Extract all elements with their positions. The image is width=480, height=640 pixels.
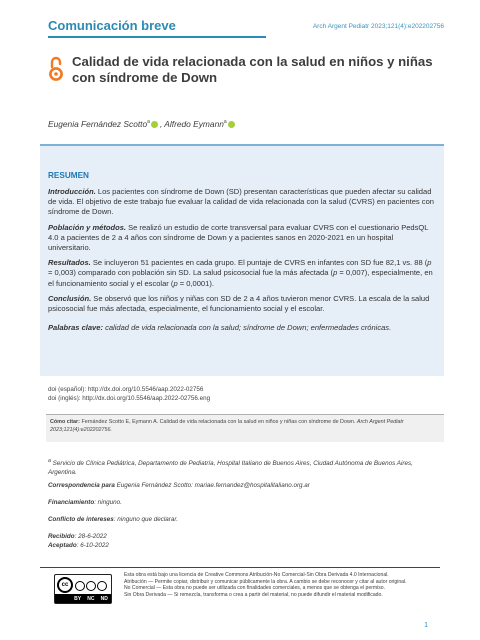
affiliation-text: Servicio de Clínica Pediátrica, Departamento de Pediatría, Hospital Italiano de Buenos Aires, Ciudad Autónoma de Buenos Aires, Argentina.	[48, 460, 413, 476]
abstract-introduction	[48, 187, 437, 218]
abstract-conclusion	[48, 294, 437, 314]
author-name[interactable]: Alfredo Eymann	[164, 119, 224, 129]
article-title: Calidad de vida relacionada con la salud en niños y niñas con síndrome de Down	[72, 54, 433, 85]
section-text: = 0,003) comparado con población sin SD. La salud psicosocial fue la más afectada (	[48, 268, 334, 278]
abstract-box	[40, 144, 444, 376]
license-terms-bar	[55, 594, 111, 603]
section-text: Se realizó un estudio de corte transversal para evaluar CVRS con el cuestionario PedsQL 4.0 a pacientes de 2 a 4 años con síndrome de Down y a pacientes sanos en 2020-2021 en un hospital universitario.	[48, 222, 429, 253]
section-label: Población y métodos.	[48, 222, 126, 232]
cite-label: Cómo citar:	[50, 419, 80, 425]
affiliation-mark: a	[147, 119, 150, 126]
dates-note	[48, 533, 428, 550]
doi-english-link[interactable]: doi (inglés): http://dx.doi.org/10.5546/aap.2022-02756.eng	[48, 395, 211, 402]
cc-license-badge[interactable]	[54, 574, 112, 604]
journal-header	[48, 18, 444, 40]
keywords-label: Palabras clave:	[48, 323, 103, 333]
section-label: Conclusión.	[48, 293, 92, 303]
accepted-date	[48, 542, 428, 551]
funding-label: Financiamiento	[48, 499, 95, 506]
doi-block	[48, 385, 210, 403]
affiliation-mark: a	[223, 119, 227, 126]
received-value: : 28-6-2022	[74, 533, 107, 540]
license-line: Sin Obra Derivada — Si remezcla, transforma o crea a partir del material, no puede difundir el material modificado.	[124, 591, 383, 598]
abstract-results	[48, 258, 437, 289]
affiliation-mark: a	[48, 458, 51, 464]
license-rule	[40, 567, 440, 568]
affiliation-footnote	[48, 457, 428, 477]
journal-citation: Arch Argent Pediatr 2023;121(4):e202202756	[312, 23, 444, 30]
cite-journal: Arch Argent Pediatr 2023;121(4):e202202756.	[50, 419, 404, 433]
orcid-icon[interactable]	[228, 121, 235, 128]
section-text: = 0,007), especialmente, en el funcionamiento social y el escolar (	[48, 268, 433, 288]
by-label: BY	[74, 595, 82, 602]
nd-label: ND	[100, 595, 108, 602]
abstract-heading: RESUMEN	[48, 171, 89, 180]
license-text	[124, 572, 440, 598]
license-icons	[75, 578, 109, 592]
p-symbol: p	[173, 278, 178, 288]
license-line: Atribución — Permite copiar, distribuir y comunicar públicamente la obra. A cambio se debe reconocer y citar al autor original.	[124, 578, 407, 585]
section-text: Se observó que los niños y niñas con SD de 2 a 4 años tuvieron menor CVRS. La escala de la salud psicosocial fue más afectada, especialmente, el funcionamiento social y el escolar.	[48, 293, 430, 314]
noncommercial-icon	[86, 581, 96, 591]
nc-label: NC	[87, 595, 95, 602]
correspondence-email[interactable]: Eugenia Fernández Scotto: mariae.fernandez@hospitalitaliano.org.ar	[114, 482, 310, 489]
section-label: Comunicación breve	[48, 18, 176, 33]
header-rule	[48, 36, 266, 38]
received-label: Recibido	[48, 533, 75, 540]
conflict-label: Conflicto de intereses	[48, 516, 114, 523]
conflict-note	[48, 516, 428, 525]
abstract-keywords	[48, 323, 437, 333]
conflict-text: : ninguno que declarar.	[113, 516, 178, 523]
how-to-cite-box	[46, 414, 444, 442]
doi-spanish-link[interactable]: doi (español): http://dx.doi.org/10.5546/aap.2022-02756	[48, 386, 204, 393]
noderivatives-icon	[97, 581, 107, 591]
author-name[interactable]: Eugenia Fernández Scotto	[48, 119, 148, 129]
accepted-value: : 6-10-2022	[76, 541, 109, 549]
funding-text: : ninguno.	[94, 499, 122, 506]
received-date	[48, 533, 428, 542]
attribution-icon	[75, 581, 85, 591]
page-number: 1	[424, 622, 428, 629]
license-line: Esta obra está bajo una licencia de Creative Commons Atribución-No Comercial-Sin Obra Derivada 4.0 Internacional.	[124, 572, 389, 578]
cite-text: Fernández Scotto E, Eymann A. Calidad de vida relacionada con la salud en niños y niñas con síndrome de Down.	[79, 419, 357, 425]
abstract-methods	[48, 223, 437, 254]
section-label: Resultados.	[48, 258, 91, 268]
keywords-text: calidad de vida relacionada con la salud; síndrome de Down; enfermedades crónicas.	[102, 323, 392, 333]
section-text: Se incluyeron 51 pacientes en cada grupo. El puntaje de CVRS en infantes con SD fue 82,1 vs. 88 (	[90, 258, 428, 268]
p-symbol: p	[333, 268, 338, 278]
funding-note	[48, 499, 428, 508]
license-line: No Comercial — Esta obra no puede ser utilizada con finalidades comerciales, a menos que se obtenga el permiso.	[124, 585, 386, 592]
section-label: Introducción.	[48, 187, 96, 196]
section-text: Los pacientes con síndrome de Down (SD) presentan características que pueden afectar su calidad de vida. El objetivo de este trabajo fue evaluar la calidad de vida relacionada con la salud (CVRS) en pacientes con síndrome de Down.	[48, 187, 434, 217]
p-symbol: p	[427, 258, 432, 268]
accepted-label: Aceptado	[48, 541, 77, 549]
section-text: = 0,0001).	[177, 278, 214, 288]
correspondence-note	[48, 482, 428, 491]
author-line: Eugenia Fernández Scotto$^a$ , Alfredo Eymann$^a$	[48, 119, 237, 129]
open-access-icon	[49, 56, 63, 82]
correspondence-label: Correspondencia para	[48, 482, 115, 489]
orcid-icon[interactable]	[151, 121, 158, 128]
cc-icon: cc	[57, 577, 73, 593]
